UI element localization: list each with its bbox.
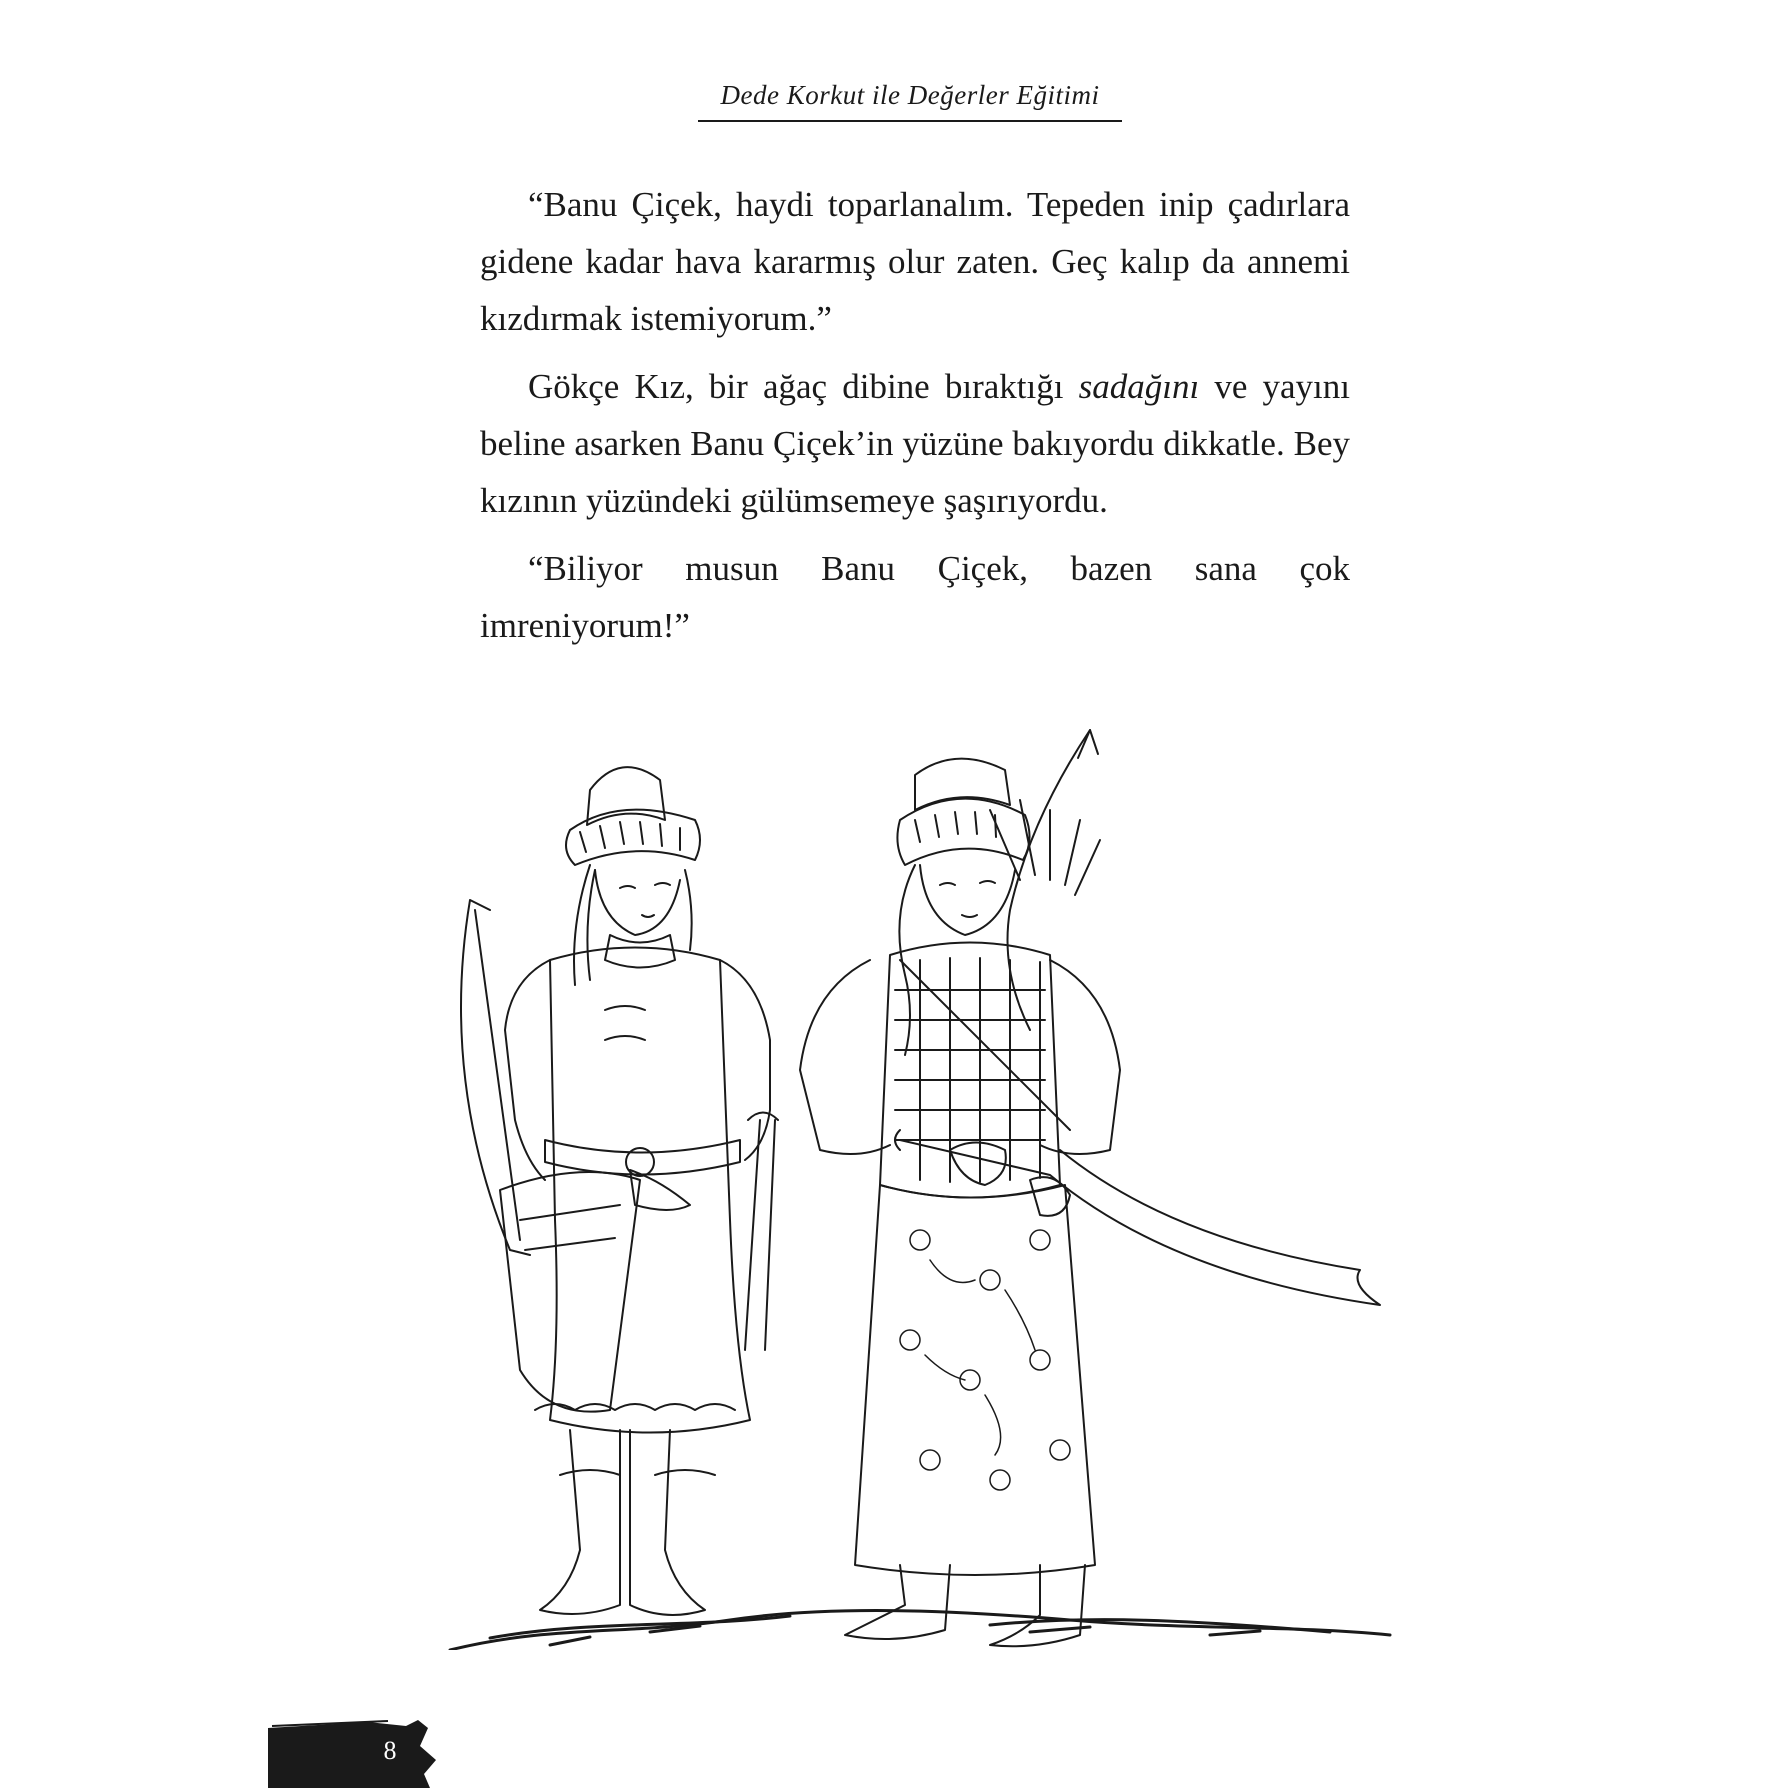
running-title-rule: [698, 120, 1122, 122]
two-archers-illustration: [430, 720, 1410, 1650]
paragraph-2-after: ve yayını beline asarken Banu Çiçek’in yüzüne bakıyordu dikkatle. Bey kızının yüzündeki gülümsemeye şaşırıyordu.: [480, 367, 1350, 520]
paragraph-1: “Banu Çiçek, haydi toparlanalım. Tepeden inip çadırlara gidene kadar hava kararmış olur zaten. Geç kalıp da annemi kızdırmak istemiyorum.”: [480, 185, 1350, 338]
left-archer-figure: [461, 767, 778, 1615]
paragraph-2-emphasis: sadağını: [1078, 367, 1200, 406]
paragraph-2: [480, 358, 1350, 529]
ground-strokes: [450, 1611, 1390, 1650]
page-number-tab: [268, 1716, 440, 1788]
right-archer-figure: [800, 730, 1380, 1646]
paragraph-2-before: Gökçe Kız, bir ağaç dibine bıraktığı: [528, 367, 1079, 406]
running-title: Dede Korkut ile Değerler Eğitimi: [720, 80, 1100, 110]
body-text: [480, 176, 1350, 665]
page-number: 8: [383, 1736, 397, 1765]
paragraph-3: “Biliyor musun Banu Çiçek, bazen sana çok imreniyorum!”: [480, 549, 1350, 645]
